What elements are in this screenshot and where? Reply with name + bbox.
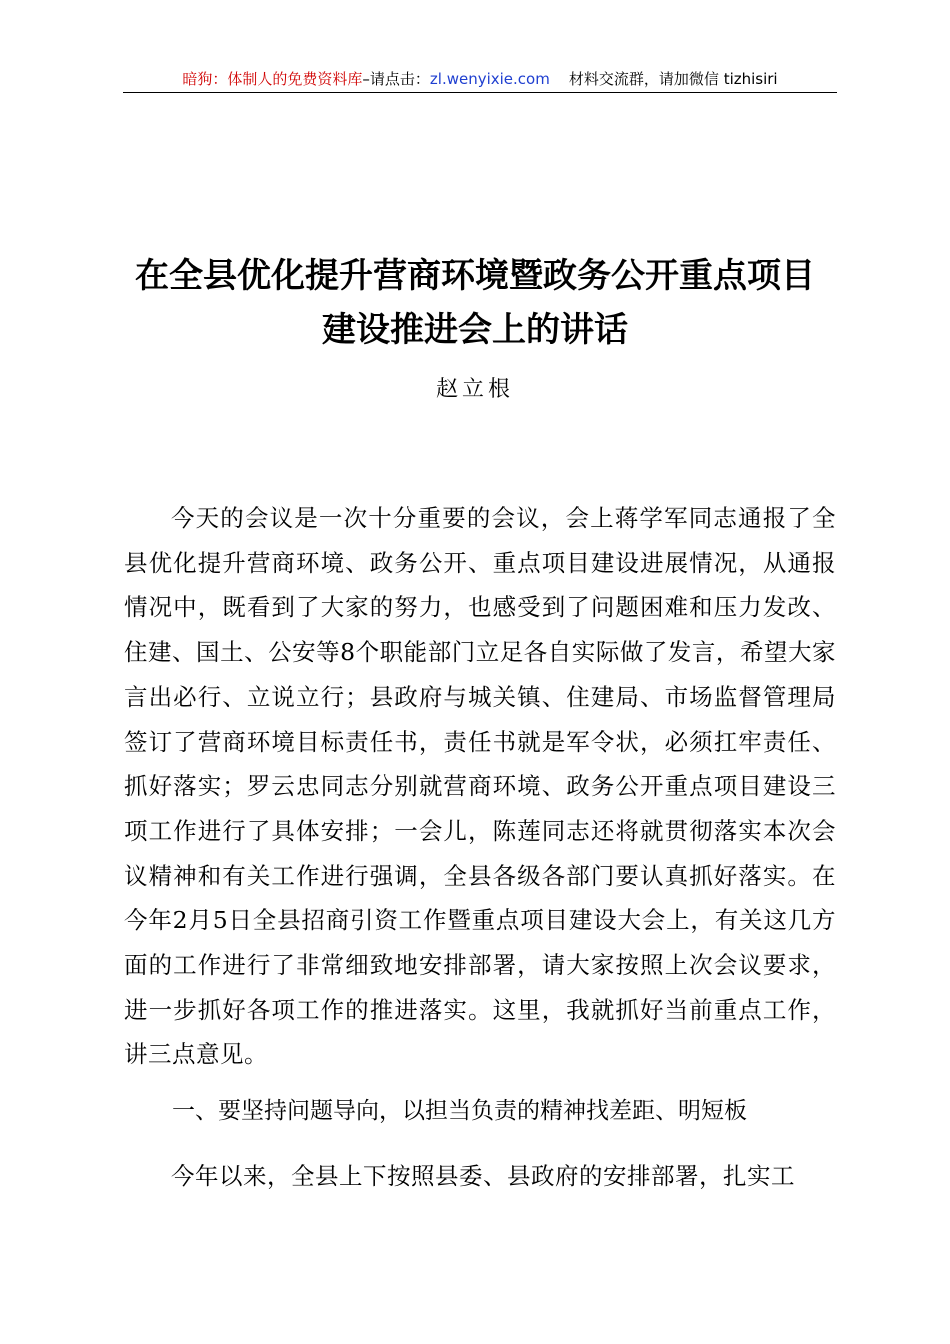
body-paragraph-1: 今天的会议是一次十分重要的会议，会上蒋学军同志通报了全县优化提升营商环境、政务公开、重点项目建设进展情况，从通报情况中，既看到了大家的努力，也感受到了问题困难和压力发改、住建、国土、公安等8个职能部门立足各自实际做了发言，希望大家言出必行、立说立行；县政府与城关镇、住建局、市场监督管理局签订了营商环境目标责任书，责任书就是军令状，必须扛牢责任、抓好落实；罗云忠同志分别就营商环境、政务公开重点项目建设三项工作进行了具体安排；一会儿，陈莲同志还将就贯彻落实本次会议精神和有关工作进行强调，全县各级各部门要认真抓好落实。在今年2月5日全县招商引资工作暨重点项目建设大会上，有关这几方面的工作进行了非常细致地安排部署，请大家按照上次会议要求，进一步抓好各项工作的推进落实。这里，我就抓好当前重点工作，讲三点意见。 (124, 504, 836, 1069)
body-paragraph-2-container (124, 1154, 836, 1199)
body-paragraph-2: 今年以来，全县上下按照县委、县政府的安排部署，扎实工 (171, 1162, 795, 1190)
document-title-line1: 在全县优化提升营商环境暨政务公开重点项目 (135, 256, 815, 296)
header-click-label: –请点击： (362, 70, 430, 88)
body-paragraph-1-container (124, 496, 836, 1077)
header-site-link[interactable]: zl.wenyixie.com (429, 70, 550, 88)
section-heading-1: 一、要坚持问题导向，以担当负责的精神找差距、明短板 (172, 1098, 747, 1124)
header-group-note: 材料交流群，请加微信 tizhisiri (568, 70, 778, 88)
page-header (123, 66, 837, 93)
header-promo: 暗狗：体制人的免费资料库 (182, 70, 363, 88)
document-title-line2: 建设推进会上的讲话 (322, 310, 628, 350)
author-name: 赵立根 (435, 377, 514, 402)
